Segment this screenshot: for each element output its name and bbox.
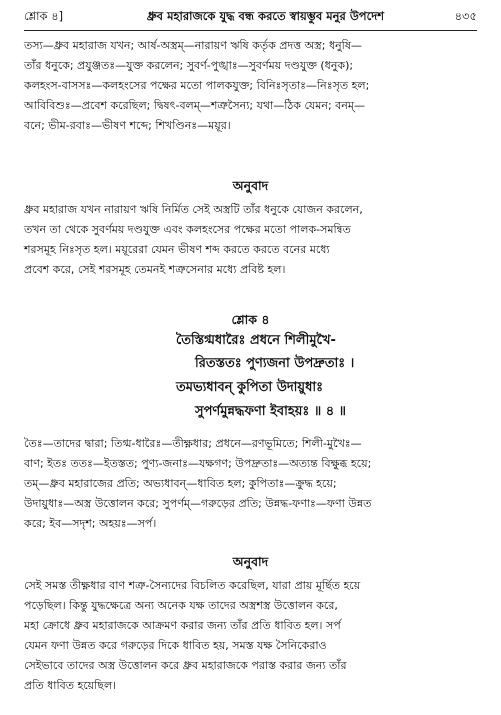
synonyms-block-2: [24, 434, 477, 534]
synonym-line: তস্য—ধ্রুব মহারাজ যখন; আর্ষ-অস্ত্রম্—নারায়ণ ঋষি কর্তৃক প্রদত্ত অস্ত্র; ধনুষি—: [24, 39, 362, 52]
header-title: ধ্রুব মহারাজকে যুদ্ধ বন্ধ করতে স্বায়ম্ভুব মনুর উপদেশ: [146, 8, 385, 23]
header-divider: [24, 30, 477, 31]
translation-line: সেই সমস্ত তীক্ষ্ণধার বাণ শত্রু-সৈন্যদের বিচলিত করেছিল, যারা প্রায় মূর্ছিত হয়ে: [24, 579, 361, 592]
translation-heading: অনুবাদ: [232, 554, 269, 569]
verse-line-2: রিতস্ততঃ পুণ্যজনা উপদ্রুতাঃ ।: [195, 356, 355, 371]
synonyms-block-1: [24, 36, 477, 136]
translation-line: সেইভাবে তাদের অস্ত্র উত্তোলন করে ধ্রুব মহারাজকে পরাস্ত করার জন্য তাঁর: [24, 659, 347, 672]
synonym-line: বনে; ভীম-রবাঃ—ভীষণ শব্দে; শিখণ্ডিনঃ—ময়ূর।: [24, 119, 231, 132]
page-number: ৪৩৫: [454, 8, 477, 23]
running-header: [24, 6, 477, 28]
verse-heading: শ্লোক ৪: [231, 312, 270, 327]
translation-block-2: [24, 576, 477, 696]
verse-line-4: সুপর্ণমুন্নদ্ধফণা ইবাহয়ঃ ॥ ৪ ॥: [195, 404, 347, 419]
translation-line: শরসমূহ নিঃসৃত হল। ময়ূরেরা যেমন ভীষণ শব্দ করতে করতে বনের মধ্যে: [24, 243, 330, 256]
synonym-line: বাণ; ইতঃ ততঃ—ইতস্তত; পুণ্য-জনাঃ—যক্ষগণ; উপদ্রুতাঃ—অত্যন্ত বিক্ষুব্ধ হয়ে;: [24, 457, 372, 470]
synonym-line: তম্—ধ্রুব মহারাজের প্রতি; অভ্যধাবন্—ধাবিত হল; কুপিতাঃ—ক্রুদ্ধ হয়ে;: [24, 477, 337, 490]
synonym-line: আবিবিশুঃ—প্রবেশ করেছিল; দ্বিষৎ-বলম্—শত্রুসৈন্য; যথা—ঠিক যেমন; বনম্—: [24, 99, 365, 112]
synonym-line: করে; ইব—সদৃশ; অহয়ঃ—সর্প।: [24, 517, 157, 530]
header-verse-ref: শ্লোক ৪]: [24, 8, 64, 23]
translation-line: ধ্রুব মহারাজ যখন নারায়ণ ঋষি নির্মিত সেই অস্ত্রটি তাঁর ধনুকে যোজন করলেন,: [24, 203, 363, 216]
translation-line: পড়েছিল। কিন্তু যুদ্ধক্ষেত্রে অন্য অনেক যক্ষ তাদের অস্ত্রশস্ত্র উত্তোলন করে,: [24, 599, 338, 612]
synonym-line: তাঁর ধনুকে; প্রযুঞ্জতঃ—যুক্ত করলেন; সুবর্ণ-পুঙ্খাঃ—সুবর্ণময় দণ্ডযুক্ত (ধনুক);: [24, 59, 354, 72]
synonym-line: উদায়ুধাঃ—অস্ত্র উত্তোলন করে; সুপর্ণম্—গরুড়ের প্রতি; উন্নদ্ধ-ফণাঃ—ফণা উন্নত: [24, 497, 372, 510]
synonym-line: কলহংস-বাসসঃ—কলহংসের পক্ষের মতো পালকযুক্ত; বিনিঃসৃতাঃ—নিঃসৃত হল;: [24, 79, 370, 92]
translation-line: মহা ক্রোধে ধ্রুব মহারাজকে আক্রমণ করার জন্য তাঁর প্রতি ধাবিত হল। সর্প: [24, 619, 341, 632]
synonym-line: তৈঃ—তাদের দ্বারা; তিগ্ম-ধারৈঃ—তীক্ষ্ণধার; প্রধনে—রণভূমিতে; শিলী-মুখৈঃ—: [24, 437, 362, 450]
verse-line-3: তমভ্যধাবন্ কুপিতা উদায়ুধাঃ: [176, 380, 324, 395]
translation-block-1: [24, 200, 477, 280]
verse-line-1: তৈস্তিগ্মধারৈঃ প্রধনে শিলীমুখৈ-: [176, 333, 336, 348]
translation-line: প্রবেশ করে, সেই শরসমূহ তেমনই শত্রুসেনার মধ্যে প্রবিষ্ট হল।: [24, 263, 286, 276]
translation-line: প্রতি ধাবিত হয়েছিল।: [24, 679, 117, 692]
translation-line: তখন তা থেকে সুবর্ণময় দণ্ডযুক্ত এবং কলহংসের পক্ষের মতো পালক-সমন্বিত: [24, 223, 351, 236]
translation-heading: অনুবাদ: [232, 178, 269, 193]
translation-line: যেমন ফণা উন্নত করে গরুড়ের দিকে ধাবিত হয়, সমস্ত যক্ষ সৈনিকেরাও: [24, 639, 327, 652]
